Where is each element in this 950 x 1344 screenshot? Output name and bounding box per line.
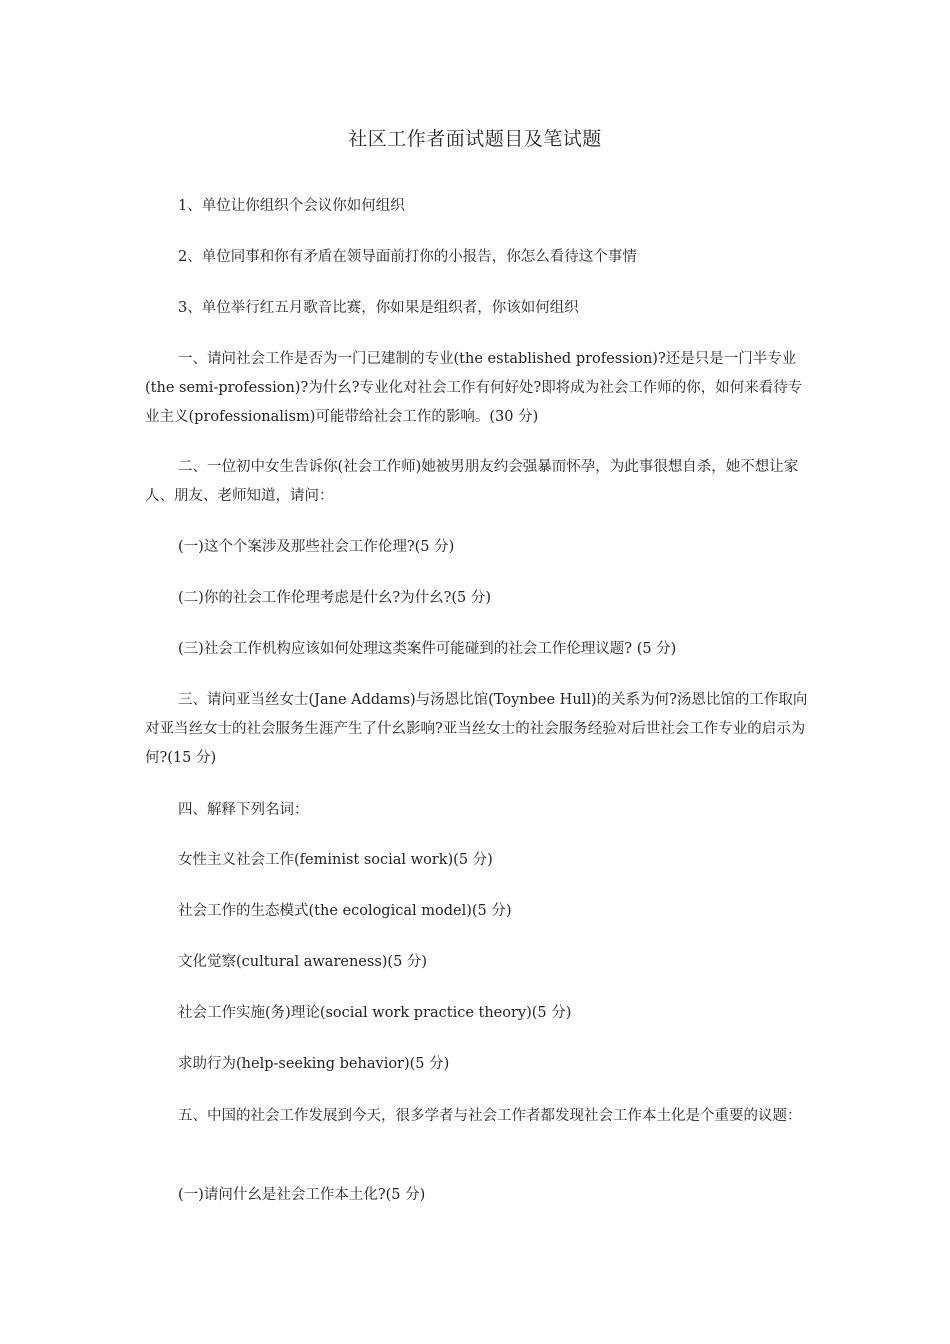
question-2-sub-1: (一)这个个案涉及那些社会工作伦理?(5 分) [178,539,455,555]
paragraph-2: 2、单位同事和你有矛盾在领导面前打你的小报告，你怎么看待这个事情 [178,249,637,265]
question-5: 五、中国的社会工作发展到今天，很多学者与社会工作者都发现社会工作本土化是个重要的议题： [178,1108,802,1124]
question-2: 二、一位初中女生告诉你(社会工作师)她被男朋友约会强暴而怀孕，为此事很想自杀，她不想让家人、朋友、老师知道，请问： [145,459,799,504]
term-cultural-awareness: 文化觉察(cultural awareness)(5 分) [178,954,428,970]
paragraph-1: 1、单位让你组织个会议你如何组织 [178,198,405,214]
question-2-sub-3: (三)社会工作机构应该如何处理这类案件可能碰到的社会工作伦理议题? (5 分) [178,641,677,657]
question-5-sub-1: (一)请问什幺是社会工作本土化?(5 分) [178,1187,426,1203]
term-feminist-social-work: 女性主义社会工作(feminist social work)(5 分) [178,852,493,868]
question-1: 一、请问社会工作是否为一门已建制的专业(the established profession)?还是只是一门半专业(the semi-profession)?为什幺?专业化对社会工作有何好处?即将成为社会工作师的你，如何来看待专业主义(professionalism)可能带给社会工作的影响。(30 分) [145,351,803,425]
paragraph-3: 3、单位举行红五月歌音比赛，你如果是组织者，你该如何组织 [178,300,579,316]
question-3: 三、请问亚当丝女士(Jane Addams)与汤恩比馆(Toynbee Hull)的关系为何?汤恩比馆的工作取向对亚当丝女士的社会服务生涯产生了什幺影响?亚当丝女士的社会服务经验对后世社会工作专业的启示为何?(15 分) [145,692,808,766]
term-practice-theory: 社会工作实施(务)理论(social work practice theory)(5 分) [178,1005,572,1021]
document-title: 社区工作者面试题目及笔试题 [348,128,602,150]
question-4: 四、解释下列名词： [178,802,309,818]
term-help-seeking-behavior: 求助行为(help-seeking behavior)(5 分) [178,1056,450,1072]
question-2-sub-2: (二)你的社会工作伦理考虑是什幺?为什幺?(5 分) [178,590,492,606]
term-ecological-model: 社会工作的生态模式(the ecological model)(5 分) [178,903,512,919]
